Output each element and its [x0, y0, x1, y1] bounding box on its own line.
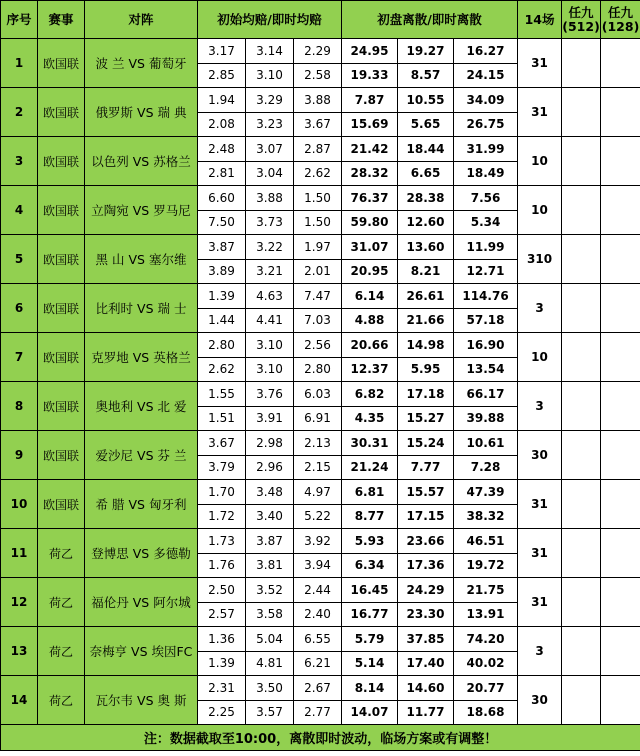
r9-128-cell	[601, 627, 640, 676]
dispersion-initial-cell: 13.60	[398, 235, 454, 260]
dispersion-initial-cell: 10.55	[398, 88, 454, 113]
odds-initial-cell: 3.52	[246, 578, 294, 603]
r9-128-cell	[601, 186, 640, 235]
dispersion-initial-cell: 16.45	[342, 578, 398, 603]
table-row	[1, 39, 640, 64]
r9-128-cell	[601, 284, 640, 333]
dispersion-initial-cell: 47.39	[454, 480, 518, 505]
odds-initial-cell: 2.87	[294, 137, 342, 162]
dispersion-live-cell: 8.21	[398, 259, 454, 284]
odds-initial-cell: 3.67	[198, 431, 246, 456]
header-r9-128-title: 任九	[608, 4, 634, 20]
dispersion-live-cell: 13.91	[454, 602, 518, 627]
odds-initial-cell: 2.98	[246, 431, 294, 456]
odds-live-cell: 2.77	[294, 700, 342, 725]
odds-live-cell: 2.40	[294, 602, 342, 627]
footer-note: 注：数据截取至10:00，离散即时波动，临场方案或有调整！	[1, 725, 640, 751]
dispersion-live-cell: 28.32	[342, 161, 398, 186]
r9-512-cell	[562, 578, 601, 627]
header-row	[1, 1, 640, 39]
r9-512-cell	[562, 137, 601, 186]
r9-128-cell	[601, 382, 640, 431]
odds-live-cell: 4.41	[246, 308, 294, 333]
r9-512-cell	[562, 284, 601, 333]
header-seq: 序号	[1, 1, 38, 39]
odds-live-cell: 4.81	[246, 651, 294, 676]
odds-initial-cell: 3.92	[294, 529, 342, 554]
dispersion-initial-cell: 17.18	[398, 382, 454, 407]
match-cell: 奥地利 VS 北 爱	[85, 382, 198, 431]
r9-512-cell	[562, 529, 601, 578]
dispersion-initial-cell: 37.85	[398, 627, 454, 652]
dispersion-initial-cell: 21.75	[454, 578, 518, 603]
dispersion-initial-cell: 20.66	[342, 333, 398, 358]
league-cell: 欧国联	[38, 235, 85, 284]
fourteen-games-cell: 3	[518, 382, 562, 431]
r9-512-cell	[562, 382, 601, 431]
header-dispersion: 初盘离散/即时离散	[342, 1, 518, 39]
odds-live-cell: 7.50	[198, 210, 246, 235]
dispersion-initial-cell: 30.31	[342, 431, 398, 456]
league-cell: 欧国联	[38, 137, 85, 186]
match-cell: 希 腊 VS 匈牙利	[85, 480, 198, 529]
dispersion-live-cell: 19.33	[342, 63, 398, 88]
odds-initial-cell: 2.44	[294, 578, 342, 603]
odds-live-cell: 2.96	[246, 455, 294, 480]
odds-initial-cell: 4.63	[246, 284, 294, 309]
dispersion-initial-cell: 18.44	[398, 137, 454, 162]
dispersion-initial-cell: 14.98	[398, 333, 454, 358]
dispersion-live-cell: 18.68	[454, 700, 518, 725]
dispersion-live-cell: 26.75	[454, 112, 518, 137]
league-cell: 欧国联	[38, 382, 85, 431]
table-row	[1, 186, 640, 211]
odds-live-cell: 2.85	[198, 63, 246, 88]
seq-cell: 9	[1, 431, 38, 480]
dispersion-live-cell: 19.72	[454, 553, 518, 578]
dispersion-initial-cell: 46.51	[454, 529, 518, 554]
odds-initial-cell: 2.48	[198, 137, 246, 162]
seq-cell: 13	[1, 627, 38, 676]
table-row	[1, 284, 640, 309]
dispersion-live-cell: 15.69	[342, 112, 398, 137]
dispersion-live-cell: 5.95	[398, 357, 454, 382]
dispersion-initial-cell: 15.57	[398, 480, 454, 505]
odds-live-cell: 3.81	[246, 553, 294, 578]
seq-cell: 1	[1, 39, 38, 88]
odds-initial-cell: 1.55	[198, 382, 246, 407]
dispersion-live-cell: 57.18	[454, 308, 518, 333]
dispersion-live-cell: 5.65	[398, 112, 454, 137]
odds-initial-cell: 1.50	[294, 186, 342, 211]
fourteen-games-cell: 10	[518, 186, 562, 235]
odds-live-cell: 2.01	[294, 259, 342, 284]
odds-initial-cell: 2.31	[198, 676, 246, 701]
odds-live-cell: 1.39	[198, 651, 246, 676]
dispersion-initial-cell: 66.17	[454, 382, 518, 407]
dispersion-initial-cell: 6.82	[342, 382, 398, 407]
match-cell: 黑 山 VS 塞尔维	[85, 235, 198, 284]
odds-initial-cell: 2.56	[294, 333, 342, 358]
dispersion-live-cell: 40.02	[454, 651, 518, 676]
match-cell: 爱沙尼 VS 芬 兰	[85, 431, 198, 480]
dispersion-initial-cell: 5.79	[342, 627, 398, 652]
dispersion-live-cell: 7.77	[398, 455, 454, 480]
r9-512-cell	[562, 676, 601, 725]
league-cell: 荷乙	[38, 529, 85, 578]
odds-live-cell: 3.89	[198, 259, 246, 284]
dispersion-initial-cell: 24.95	[342, 39, 398, 64]
dispersion-live-cell: 7.28	[454, 455, 518, 480]
odds-live-cell: 5.22	[294, 504, 342, 529]
odds-initial-cell: 1.73	[198, 529, 246, 554]
odds-initial-cell: 3.88	[294, 88, 342, 113]
header-r9-128	[601, 1, 640, 39]
odds-initial-cell: 1.70	[198, 480, 246, 505]
dispersion-live-cell: 6.34	[342, 553, 398, 578]
r9-128-cell	[601, 676, 640, 725]
odds-initial-cell: 1.36	[198, 627, 246, 652]
dispersion-initial-cell: 8.14	[342, 676, 398, 701]
dispersion-initial-cell: 16.27	[454, 39, 518, 64]
table-row	[1, 627, 640, 652]
r9-128-cell	[601, 529, 640, 578]
odds-initial-cell: 2.29	[294, 39, 342, 64]
odds-initial-cell: 1.39	[198, 284, 246, 309]
odds-live-cell: 2.57	[198, 602, 246, 627]
match-cell: 比利时 VS 瑞 士	[85, 284, 198, 333]
league-cell: 欧国联	[38, 39, 85, 88]
header-odds: 初始均赔/即时均赔	[198, 1, 342, 39]
odds-initial-cell: 3.88	[246, 186, 294, 211]
seq-cell: 14	[1, 676, 38, 725]
dispersion-initial-cell: 21.42	[342, 137, 398, 162]
odds-initial-cell: 3.14	[246, 39, 294, 64]
dispersion-live-cell: 24.15	[454, 63, 518, 88]
odds-initial-cell: 3.48	[246, 480, 294, 505]
seq-cell: 5	[1, 235, 38, 284]
header-r9-512-sub: (512)	[562, 18, 600, 34]
table-row	[1, 578, 640, 603]
fourteen-games-cell: 310	[518, 235, 562, 284]
odds-live-cell: 1.51	[198, 406, 246, 431]
dispersion-initial-cell: 31.07	[342, 235, 398, 260]
odds-live-cell: 3.10	[246, 357, 294, 382]
odds-live-cell: 3.73	[246, 210, 294, 235]
table-row	[1, 529, 640, 554]
dispersion-initial-cell: 15.24	[398, 431, 454, 456]
dispersion-live-cell: 17.36	[398, 553, 454, 578]
fourteen-games-cell: 3	[518, 284, 562, 333]
r9-512-cell	[562, 627, 601, 676]
odds-initial-cell: 3.87	[198, 235, 246, 260]
odds-live-cell: 3.94	[294, 553, 342, 578]
dispersion-initial-cell: 16.90	[454, 333, 518, 358]
dispersion-initial-cell: 6.81	[342, 480, 398, 505]
r9-128-cell	[601, 480, 640, 529]
fourteen-games-cell: 31	[518, 39, 562, 88]
league-cell: 欧国联	[38, 333, 85, 382]
seq-cell: 8	[1, 382, 38, 431]
header-league: 赛事	[38, 1, 85, 39]
dispersion-initial-cell: 6.14	[342, 284, 398, 309]
dispersion-initial-cell: 19.27	[398, 39, 454, 64]
table-body	[1, 39, 640, 725]
seq-cell: 3	[1, 137, 38, 186]
match-cell: 奈梅亨 VS 埃因FC	[85, 627, 198, 676]
odds-initial-cell: 6.55	[294, 627, 342, 652]
odds-initial-cell: 1.97	[294, 235, 342, 260]
dispersion-initial-cell: 114.76	[454, 284, 518, 309]
seq-cell: 4	[1, 186, 38, 235]
table-row	[1, 382, 640, 407]
dispersion-live-cell: 5.34	[454, 210, 518, 235]
match-cell: 福伦丹 VS 阿尔城	[85, 578, 198, 627]
r9-512-cell	[562, 333, 601, 382]
r9-512-cell	[562, 480, 601, 529]
seq-cell: 7	[1, 333, 38, 382]
r9-128-cell	[601, 235, 640, 284]
r9-128-cell	[601, 333, 640, 382]
table-row	[1, 676, 640, 701]
header-14-games: 14场	[518, 1, 562, 39]
dispersion-initial-cell: 7.56	[454, 186, 518, 211]
dispersion-live-cell: 38.32	[454, 504, 518, 529]
dispersion-initial-cell: 23.66	[398, 529, 454, 554]
fourteen-games-cell: 31	[518, 480, 562, 529]
odds-live-cell: 2.25	[198, 700, 246, 725]
r9-128-cell	[601, 578, 640, 627]
dispersion-live-cell: 39.88	[454, 406, 518, 431]
dispersion-live-cell: 12.37	[342, 357, 398, 382]
fourteen-games-cell: 30	[518, 676, 562, 725]
table-row	[1, 480, 640, 505]
dispersion-live-cell: 4.35	[342, 406, 398, 431]
table-row	[1, 235, 640, 260]
odds-live-cell: 3.40	[246, 504, 294, 529]
seq-cell: 6	[1, 284, 38, 333]
dispersion-live-cell: 5.14	[342, 651, 398, 676]
r9-512-cell	[562, 431, 601, 480]
dispersion-live-cell: 23.30	[398, 602, 454, 627]
dispersion-initial-cell: 26.61	[398, 284, 454, 309]
fourteen-games-cell: 10	[518, 137, 562, 186]
dispersion-initial-cell: 24.29	[398, 578, 454, 603]
dispersion-live-cell: 15.27	[398, 406, 454, 431]
odds-live-cell: 2.58	[294, 63, 342, 88]
dispersion-initial-cell: 20.77	[454, 676, 518, 701]
seq-cell: 10	[1, 480, 38, 529]
odds-live-cell: 1.76	[198, 553, 246, 578]
odds-live-cell: 7.03	[294, 308, 342, 333]
dispersion-live-cell: 8.77	[342, 504, 398, 529]
odds-initial-cell: 2.67	[294, 676, 342, 701]
r9-128-cell	[601, 39, 640, 88]
dispersion-initial-cell: 31.99	[454, 137, 518, 162]
dispersion-live-cell: 12.71	[454, 259, 518, 284]
odds-live-cell: 1.72	[198, 504, 246, 529]
fourteen-games-cell: 3	[518, 627, 562, 676]
league-cell: 欧国联	[38, 284, 85, 333]
odds-initial-cell: 3.17	[198, 39, 246, 64]
table-row	[1, 333, 640, 358]
header-r9-512	[562, 1, 601, 39]
odds-live-cell: 2.08	[198, 112, 246, 137]
dispersion-live-cell: 20.95	[342, 259, 398, 284]
odds-live-cell: 3.21	[246, 259, 294, 284]
league-cell: 荷乙	[38, 676, 85, 725]
r9-128-cell	[601, 88, 640, 137]
dispersion-live-cell: 12.60	[398, 210, 454, 235]
seq-cell: 11	[1, 529, 38, 578]
odds-live-cell: 3.91	[246, 406, 294, 431]
odds-initial-cell: 3.76	[246, 382, 294, 407]
odds-live-cell: 1.44	[198, 308, 246, 333]
note-row	[1, 725, 640, 751]
odds-live-cell: 3.04	[246, 161, 294, 186]
seq-cell: 2	[1, 88, 38, 137]
match-cell: 立陶宛 VS 罗马尼	[85, 186, 198, 235]
match-cell: 克罗地 VS 英格兰	[85, 333, 198, 382]
dispersion-live-cell: 59.80	[342, 210, 398, 235]
odds-initial-cell: 7.47	[294, 284, 342, 309]
match-cell: 登博思 VS 多德勒	[85, 529, 198, 578]
fourteen-games-cell: 31	[518, 88, 562, 137]
table-row	[1, 431, 640, 456]
fourteen-games-cell: 30	[518, 431, 562, 480]
dispersion-live-cell: 4.88	[342, 308, 398, 333]
fourteen-games-cell: 31	[518, 578, 562, 627]
r9-512-cell	[562, 88, 601, 137]
match-cell: 俄罗斯 VS 瑞 典	[85, 88, 198, 137]
header-match: 对阵	[85, 1, 198, 39]
dispersion-live-cell: 8.57	[398, 63, 454, 88]
dispersion-initial-cell: 7.87	[342, 88, 398, 113]
fourteen-games-cell: 31	[518, 529, 562, 578]
match-cell: 以色列 VS 苏格兰	[85, 137, 198, 186]
odds-initial-cell: 3.50	[246, 676, 294, 701]
dispersion-live-cell: 21.66	[398, 308, 454, 333]
odds-live-cell: 3.67	[294, 112, 342, 137]
r9-512-cell	[562, 235, 601, 284]
odds-initial-cell: 3.22	[246, 235, 294, 260]
odds-live-cell: 3.58	[246, 602, 294, 627]
league-cell: 荷乙	[38, 578, 85, 627]
odds-initial-cell: 2.13	[294, 431, 342, 456]
odds-live-cell: 3.23	[246, 112, 294, 137]
league-cell: 荷乙	[38, 627, 85, 676]
dispersion-live-cell: 18.49	[454, 161, 518, 186]
odds-live-cell: 3.57	[246, 700, 294, 725]
match-cell: 波 兰 VS 葡萄牙	[85, 39, 198, 88]
odds-live-cell: 2.15	[294, 455, 342, 480]
table-row	[1, 137, 640, 162]
odds-initial-cell: 3.87	[246, 529, 294, 554]
dispersion-live-cell: 21.24	[342, 455, 398, 480]
dispersion-initial-cell: 28.38	[398, 186, 454, 211]
odds-initial-cell: 3.10	[246, 333, 294, 358]
dispersion-live-cell: 13.54	[454, 357, 518, 382]
header-r9-512-title: 任九	[568, 4, 594, 20]
odds-live-cell: 3.10	[246, 63, 294, 88]
dispersion-live-cell: 14.07	[342, 700, 398, 725]
odds-initial-cell: 3.07	[246, 137, 294, 162]
dispersion-initial-cell: 74.20	[454, 627, 518, 652]
odds-initial-cell: 1.94	[198, 88, 246, 113]
odds-initial-cell: 6.03	[294, 382, 342, 407]
league-cell: 欧国联	[38, 88, 85, 137]
dispersion-initial-cell: 14.60	[398, 676, 454, 701]
league-cell: 欧国联	[38, 186, 85, 235]
odds-live-cell: 2.81	[198, 161, 246, 186]
dispersion-initial-cell: 34.09	[454, 88, 518, 113]
league-cell: 欧国联	[38, 480, 85, 529]
dispersion-live-cell: 17.15	[398, 504, 454, 529]
dispersion-initial-cell: 10.61	[454, 431, 518, 456]
league-cell: 欧国联	[38, 431, 85, 480]
r9-512-cell	[562, 39, 601, 88]
odds-live-cell: 6.21	[294, 651, 342, 676]
dispersion-initial-cell: 76.37	[342, 186, 398, 211]
table-row	[1, 88, 640, 113]
odds-live-cell: 3.79	[198, 455, 246, 480]
odds-initial-cell: 6.60	[198, 186, 246, 211]
odds-initial-cell: 5.04	[246, 627, 294, 652]
r9-128-cell	[601, 431, 640, 480]
odds-live-cell: 2.62	[198, 357, 246, 382]
odds-initial-cell: 2.80	[198, 333, 246, 358]
dispersion-live-cell: 11.77	[398, 700, 454, 725]
dispersion-live-cell: 17.40	[398, 651, 454, 676]
dispersion-initial-cell: 5.93	[342, 529, 398, 554]
odds-initial-cell: 3.29	[246, 88, 294, 113]
odds-initial-cell: 4.97	[294, 480, 342, 505]
dispersion-live-cell: 16.77	[342, 602, 398, 627]
fourteen-games-cell: 10	[518, 333, 562, 382]
odds-live-cell: 6.91	[294, 406, 342, 431]
seq-cell: 12	[1, 578, 38, 627]
dispersion-live-cell: 6.65	[398, 161, 454, 186]
odds-initial-cell: 2.50	[198, 578, 246, 603]
odds-live-cell: 2.80	[294, 357, 342, 382]
header-r9-128-sub: (128)	[601, 18, 640, 34]
odds-live-cell: 2.62	[294, 161, 342, 186]
dispersion-initial-cell: 11.99	[454, 235, 518, 260]
match-cell: 瓦尔韦 VS 奥 斯	[85, 676, 198, 725]
odds-live-cell: 1.50	[294, 210, 342, 235]
r9-128-cell	[601, 137, 640, 186]
r9-512-cell	[562, 186, 601, 235]
